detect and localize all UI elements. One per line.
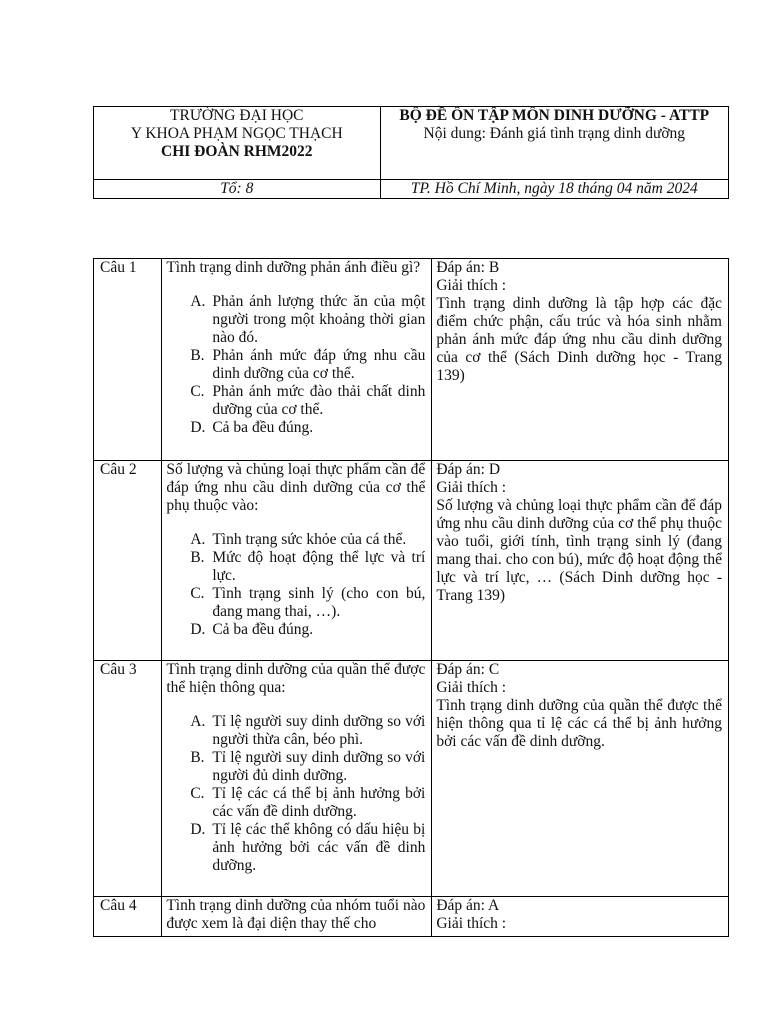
answer-cell: [432, 259, 729, 461]
question-text: Tình trạng dinh dưỡng của quần thể được thể hiện thông qua:: [166, 661, 426, 696]
option-item: [166, 549, 425, 585]
school-name-line2: Y KHOA PHẠM NGỌC THẠCH: [130, 125, 343, 142]
question-text: Tình trạng dinh dưỡng của nhóm tuổi nào được xem là đại diện thay thế cho: [166, 897, 426, 932]
options-list: [166, 293, 425, 437]
explanation-label: Giải thích :: [436, 479, 507, 496]
option-text: Cả ba đều đúng.: [212, 419, 314, 436]
question-row: [94, 897, 729, 937]
option-letter: D.: [190, 621, 206, 638]
school-block: [94, 107, 381, 180]
answer-cell: [432, 461, 729, 661]
place-date-cell: TP. Hồ Chí Minh, ngày 18 tháng 04 năm 2024: [380, 180, 728, 199]
question-label: Câu 1: [94, 259, 162, 461]
option-letter: B.: [190, 749, 205, 766]
document-title: BỘ ĐỀ ÔN TẬP MÔN DINH DƯỠNG - ATTP: [399, 107, 710, 124]
school-name-line1: TRƯỜNG ĐẠI HỌC: [170, 107, 304, 124]
question-text: Số lượng và chủng loại thực phẩm cần để đáp ứng nhu cầu dinh dưỡng của cơ thể phụ thuộc vào:: [166, 461, 426, 514]
option-text: Tỉ lệ người suy dinh dưỡng so với người thừa cân, béo phì.: [212, 713, 426, 748]
question-text: Tình trạng dinh dưỡng phản ánh điều gì?: [166, 259, 421, 276]
option-item: [166, 419, 425, 437]
answer-key: Đáp án: B: [436, 259, 500, 276]
explanation-label: Giải thích :: [436, 679, 507, 696]
option-text: Phản ánh mức đáp ứng nhu cầu dinh dưỡng của cơ thể.: [212, 347, 426, 382]
option-letter: C.: [190, 785, 205, 802]
option-item: [166, 293, 425, 347]
option-letter: D.: [190, 821, 206, 838]
option-text: Phản ánh mức đào thải chất dinh dưỡng của cơ thể.: [212, 383, 426, 418]
question-cell: [162, 661, 432, 897]
option-text: Phản ánh lượng thức ăn của một người trong một khoảng thời gian nào đó.: [212, 293, 426, 346]
header-table: [93, 106, 729, 199]
question-row: [94, 461, 729, 661]
options-list: [166, 713, 425, 875]
option-text: Cả ba đều đúng.: [212, 621, 314, 638]
answer-key: Đáp án: C: [436, 661, 500, 678]
explanation-label: Giải thích :: [436, 915, 507, 932]
option-item: [166, 531, 425, 549]
option-text: Mức độ hoạt động thể lực và trí lực.: [212, 549, 426, 584]
explanation-text: Số lượng và chủng loại thực phẩm cần để đáp ứng nhu cầu dinh dưỡng của cơ thể phụ thuộc vào tuổi, giới tính, tình trạng sinh lý (đang mang thai. cho con bú), mức độ hoạt động thể lực và trí lực, … (Sách Dinh dưỡng học - Trang 139): [436, 497, 722, 604]
option-item: [166, 749, 425, 785]
option-letter: C.: [190, 585, 205, 602]
question-row: [94, 259, 729, 461]
option-item: [166, 785, 425, 821]
option-letter: B.: [190, 347, 205, 364]
option-item: [166, 713, 425, 749]
question-label: Câu 4: [94, 897, 162, 937]
group-cell: Tổ: 8: [94, 180, 381, 199]
answer-key: Đáp án: A: [436, 897, 500, 914]
document-subtitle: Nội dung: Đánh giá tình trạng dinh dưỡng: [423, 125, 686, 142]
option-letter: C.: [190, 383, 205, 400]
explanation-label: Giải thích :: [436, 277, 507, 294]
option-letter: A.: [190, 713, 206, 730]
options-list: [166, 531, 425, 639]
questions-table: [93, 258, 729, 937]
question-cell: [162, 259, 432, 461]
option-item: [166, 821, 425, 875]
youth-union-name: CHI ĐOÀN RHM2022: [161, 143, 313, 160]
option-letter: A.: [190, 531, 206, 548]
question-label: Câu 2: [94, 461, 162, 661]
explanation-text: Tình trạng dinh dưỡng là tập hợp các đặc điểm chức phận, cấu trúc và hóa sinh nhằm phản ánh mức đáp ứng nhu cầu dinh dưỡng của cơ thể (Sách Dinh dưỡng học - Trang 139): [436, 295, 722, 384]
option-letter: D.: [190, 419, 206, 436]
option-text: Tình trạng sinh lý (cho con bú, đang mang thai, …).: [212, 585, 426, 620]
question-cell: [162, 461, 432, 661]
option-item: [166, 621, 425, 639]
option-text: Tỉ lệ người suy dinh dưỡng so với người đủ dinh dưỡng.: [212, 749, 426, 784]
answer-cell: [432, 897, 729, 937]
option-letter: B.: [190, 549, 205, 566]
option-text: Tình trạng sức khỏe của cá thể.: [212, 531, 407, 548]
option-text: Tỉ lệ các thể không có dấu hiệu bị ảnh hưởng bởi các vấn đề dinh dưỡng.: [212, 821, 426, 874]
option-item: [166, 585, 425, 621]
question-cell: [162, 897, 432, 937]
answer-key: Đáp án: D: [436, 461, 501, 478]
option-text: Tỉ lệ các cá thể bị ảnh hưởng bởi các vấn đề dinh dưỡng.: [212, 785, 426, 820]
option-letter: A.: [190, 293, 206, 310]
option-item: [166, 383, 425, 419]
answer-cell: [432, 661, 729, 897]
explanation-text: Tình trạng dinh dưỡng của quần thể được thể hiện thông qua tỉ lệ các cá thể bị ảnh hưởng bởi các vấn đề dinh dưỡng.: [436, 697, 722, 750]
question-row: [94, 661, 729, 897]
option-item: [166, 347, 425, 383]
question-label: Câu 3: [94, 661, 162, 897]
title-block: [380, 107, 728, 180]
